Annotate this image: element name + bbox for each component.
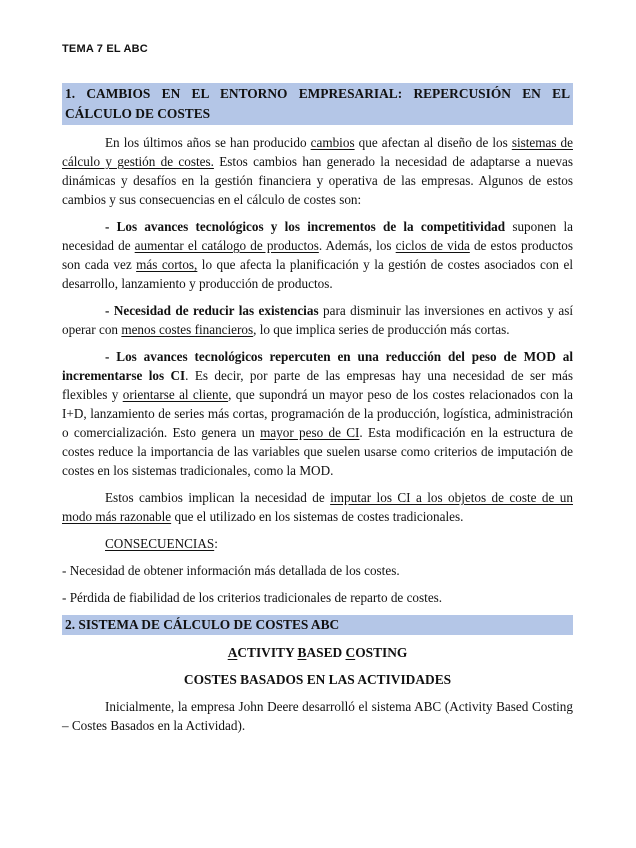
closing-paragraph: Estos cambios implican la necesidad de imputar los CI a los objetos de coste de un modo más razonable que el utilizado en los sistemas de costes tradicionales.	[62, 490, 573, 524]
abc-intro-paragraph: Inicialmente, la empresa John Deere desarrolló el sistema ABC (Activity Based Costing – Costes Basados en la Actividad).	[62, 699, 573, 733]
consequence-item: - Pérdida de fiabilidad de los criterios tradicionales de reparto de costes.	[62, 590, 443, 605]
abc-subtitle: COSTES BASADOS EN LAS ACTIVIDADES	[183, 672, 452, 687]
abc-acronym-title: ACTIVITY BASED COSTING	[227, 645, 408, 660]
consequence-item: - Necesidad de obtener información más detallada de los costes.	[62, 563, 400, 578]
item-inventory: - Necesidad de reducir las existencias para disminuir las inversiones en activos y así operar con menos costes financieros, lo que implica series de producción más cortas.	[62, 303, 573, 337]
running-header: TEMA 7 EL ABC	[62, 43, 148, 55]
consequences-label: CONSECUENCIAS:	[105, 536, 218, 551]
item-mod-reduction: - Los avances tecnológicos repercuten en una reducción del peso de MOD al incrementarse los CI. Es decir, por parte de las empresas hay una necesidad de ser más flexibles y orientarse al cliente, que supondrá un mayor peso de los costes relacionados con la I+D, lanzamiento de series más cortas, programación de la producción, logística, administración o comercialización. Esto genera un mayor peso de CI. Esta modificación en la estructura de costes reduce la importancia de las variables que suelen usarse como criterios de imputación de costes en los sistemas tradicionales, como la MOD.	[62, 349, 573, 478]
document-body	[62, 83, 573, 743]
item-competitiveness: - Los avances tecnológicos y los incrementos de la competitividad suponen la necesidad de aumentar el catálogo de productos. Además, los ciclos de vida de estos productos son cada vez más cortos, lo que afecta la planificación y la gestión de costes asociados con el desarrollo, lanzamiento y producción de productos.	[62, 219, 574, 291]
section-1-heading: 1. CAMBIOS EN EL ENTORNO EMPRESARIAL: REPERCUSIÓN EN EL CÁLCULO DE COSTES	[62, 83, 573, 125]
intro-paragraph: En los últimos años se han producido cambios que afectan al diseño de los sistemas de cálculo y gestión de costes. Estos cambios han generado la necesidad de adaptarse a nuevas dinámicas y desafíos en la gestión financiera y operativa de las empresas. Algunos de estos cambios y sus consecuencias en el cálculo de costes son:	[62, 135, 573, 207]
section-2-heading: 2. SISTEMA DE CÁLCULO DE COSTES ABC	[62, 615, 573, 635]
